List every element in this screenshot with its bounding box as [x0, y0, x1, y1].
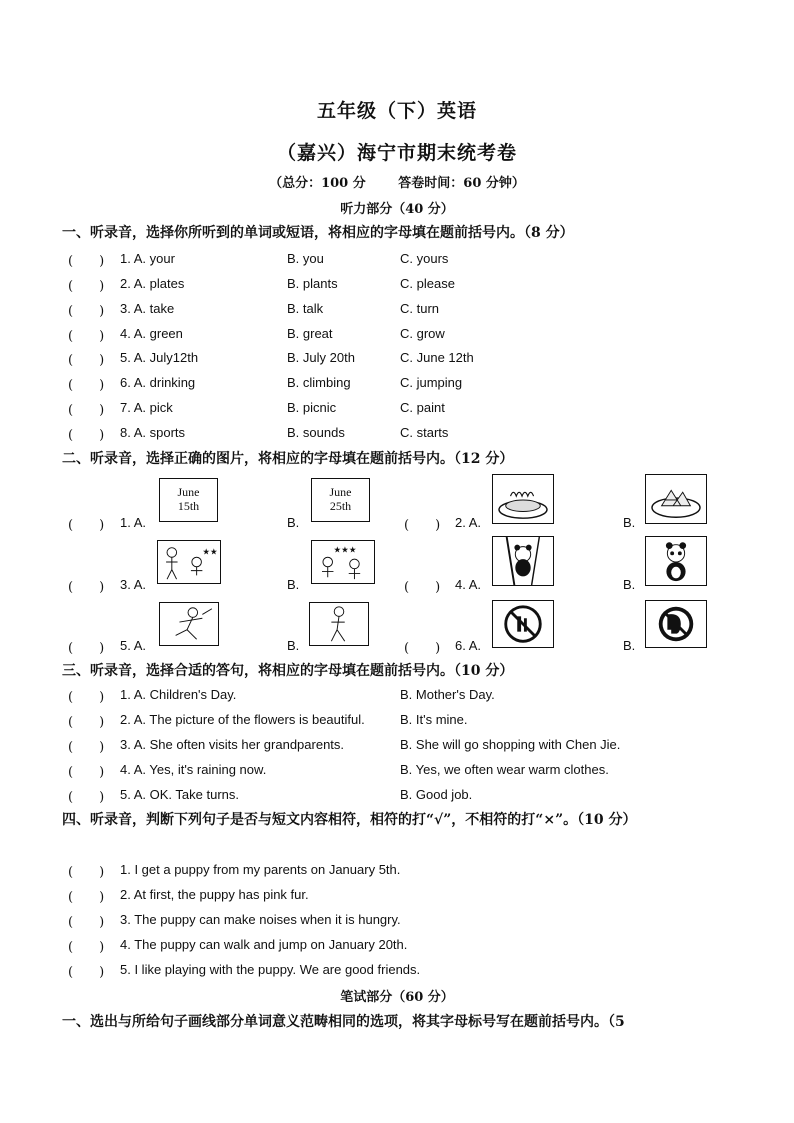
s3-q1-option-a: 1. A. Children's Day. — [120, 687, 237, 702]
answer-blank[interactable]: ( ) — [68, 940, 105, 955]
answer-blank[interactable]: ( ) — [68, 403, 105, 418]
written-part-title: 笔试部分（60 分） — [340, 990, 454, 1005]
panda-eating-image — [645, 536, 707, 586]
s1-q4-option-a: 4. A. green — [120, 326, 183, 341]
calendar-day: 25th — [329, 499, 352, 513]
s2-q5-label-a: 5. A. — [120, 638, 147, 653]
s1-q6-option-a: 6. A. drinking — [120, 375, 196, 390]
answer-blank[interactable]: ( ) — [68, 353, 105, 368]
answer-blank[interactable]: ( ) — [68, 580, 105, 595]
s1-q8-option-a: 8. A. sports — [120, 425, 186, 440]
s2-q4-label-b: B. — [623, 577, 636, 592]
s3-q5-option-b: B. Good job. — [400, 787, 473, 802]
s3-q3-option-b: B. She will go shopping with Chen Jie. — [400, 737, 621, 752]
answer-blank[interactable]: ( ) — [68, 254, 105, 269]
s1-q8-option-b: B. sounds — [287, 425, 345, 440]
answer-blank[interactable]: ( ) — [68, 715, 105, 730]
no-talking-sign-image — [645, 600, 707, 648]
section2-heading: 二、听录音，选择正确的图片，将相应的字母填在题前括号内。（12 分） — [62, 451, 514, 467]
section5-heading: 一、选出与所给句子画线部分单词意义范畴相同的选项，将其字母标号写在题前括号内。（5 — [62, 1014, 625, 1030]
child-jumping-image — [159, 602, 219, 646]
answer-blank[interactable]: ( ) — [68, 304, 105, 319]
s3-q5-option-a: 5. A. OK. Take turns. — [120, 787, 239, 802]
s1-q2-option-a: 2. A. plates — [120, 276, 185, 291]
s1-q6-option-c: C. jumping — [400, 375, 463, 390]
s2-q2-label-a: 2. A. — [455, 515, 482, 530]
kids-celebrating-image — [311, 540, 375, 584]
s1-q1-option-a: 1. A. your — [120, 251, 175, 266]
section3-heading: 三、听录音，选择合适的答句，将相应的字母填在题前括号内。（10 分） — [62, 663, 514, 679]
answer-blank[interactable]: ( ) — [68, 641, 105, 656]
exam-meta — [0, 172, 794, 191]
svg-text:★★★: ★★★ — [333, 545, 357, 556]
s3-q2-option-b: B. It's mine. — [400, 712, 468, 727]
s2-q6-label-a: 6. A. — [455, 638, 482, 653]
page-title: 五年级（下）英语 — [316, 100, 477, 122]
child-running-image — [309, 602, 369, 646]
s2-q3-label-a: 3. A. — [120, 577, 147, 592]
answer-blank[interactable]: ( ) — [68, 890, 105, 905]
s1-q4-option-b: B. great — [287, 326, 333, 341]
s1-q4-option-c: C. grow — [400, 326, 445, 341]
s2-q4-label-a: 4. A. — [455, 577, 482, 592]
answer-blank[interactable]: ( ) — [68, 329, 105, 344]
s1-q3-option-a: 3. A. take — [120, 301, 175, 316]
s1-q7-option-b: B. picnic — [287, 400, 337, 415]
s4-statement-3: 3. The puppy can make noises when it is hungry. — [120, 912, 401, 927]
s1-q5-option-c: C. June 12th — [400, 350, 474, 365]
zongzi-plate-image — [645, 474, 707, 524]
s1-q5-option-b: B. July 20th — [287, 350, 355, 365]
s1-q2-option-b: B. plants — [287, 276, 338, 291]
answer-blank[interactable]: ( ) — [68, 790, 105, 805]
answer-blank[interactable]: ( ) — [404, 641, 441, 656]
s2-q1-label-b: B. — [287, 515, 300, 530]
s2-q5-label-b: B. — [287, 638, 300, 653]
calendar-month: June — [177, 485, 200, 499]
s1-q1-option-b: B. you — [287, 251, 324, 266]
s3-q3-option-a: 3. A. She often visits her grandparents. — [120, 737, 345, 752]
s1-q1-option-c: C. yours — [400, 251, 449, 266]
answer-blank[interactable]: ( ) — [68, 690, 105, 705]
answer-blank[interactable]: ( ) — [404, 518, 441, 533]
s1-q8-option-c: C. starts — [400, 425, 449, 440]
s1-q5-option-a: 5. A. July12th — [120, 350, 199, 365]
calendar-day: 15th — [177, 499, 200, 513]
total-score: （总分：100 分 — [269, 176, 366, 191]
answer-blank[interactable]: ( ) — [68, 865, 105, 880]
s2-q2-label-b: B. — [623, 515, 636, 530]
s2-q3-label-b: B. — [287, 577, 300, 592]
listening-part-title: 听力部分（40 分） — [340, 202, 454, 217]
s1-q3-option-b: B. talk — [287, 301, 324, 316]
section4-heading: 四、听录音，判断下列句子是否与短文内容相符，相符的打“√”，不相符的打“×”。（10 分） — [62, 812, 637, 828]
s4-statement-2: 2. At first, the puppy has pink fur. — [120, 887, 309, 902]
panda-climbing-image — [492, 536, 554, 586]
answer-blank[interactable]: ( ) — [68, 378, 105, 393]
section1-heading: 一、听录音，选择你所听到的单词或短语，将相应的字母填在题前括号内。（8 分） — [62, 225, 574, 241]
s4-statement-4: 4. The puppy can walk and jump on January 20th. — [120, 937, 408, 952]
no-drinking-sign-image — [492, 600, 554, 648]
s1-q3-option-c: C. turn — [400, 301, 440, 316]
answer-blank[interactable]: ( ) — [404, 580, 441, 595]
s3-q1-option-b: B. Mother's Day. — [400, 687, 495, 702]
answer-blank[interactable]: ( ) — [68, 428, 105, 443]
exam-time: 答卷时间：60 分钟） — [398, 176, 525, 191]
page-subtitle: （嘉兴）海宁市期末统考卷 — [276, 142, 517, 164]
s2-q6-label-b: B. — [623, 638, 636, 653]
s2-q1-label-a: 1. A. — [120, 515, 147, 530]
food-plate-image — [492, 474, 554, 524]
s1-q7-option-c: C. paint — [400, 400, 445, 415]
kids-playing-image — [157, 540, 221, 584]
s1-q7-option-a: 7. A. pick — [120, 400, 173, 415]
calendar-june-15th-image — [159, 478, 218, 522]
answer-blank[interactable]: ( ) — [68, 740, 105, 755]
svg-text:★★: ★★ — [202, 547, 218, 558]
s4-statement-1: 1. I get a puppy from my parents on January 5th. — [120, 862, 401, 877]
answer-blank[interactable]: ( ) — [68, 518, 105, 533]
s3-q4-option-a: 4. A. Yes, it's raining now. — [120, 762, 267, 777]
s4-statement-5: 5. I like playing with the puppy. We are good friends. — [120, 962, 421, 977]
s3-q4-option-b: B. Yes, we often wear warm clothes. — [400, 762, 609, 777]
calendar-month: June — [329, 485, 352, 499]
answer-blank[interactable]: ( ) — [68, 965, 105, 980]
answer-blank[interactable]: ( ) — [68, 279, 105, 294]
s1-q2-option-c: C. please — [400, 276, 455, 291]
answer-blank[interactable]: ( ) — [68, 765, 105, 780]
answer-blank[interactable]: ( ) — [68, 915, 105, 930]
s1-q6-option-b: B. climbing — [287, 375, 351, 390]
s3-q2-option-a: 2. A. The picture of the flowers is beautiful. — [120, 712, 365, 727]
calendar-june-25th-image — [311, 478, 370, 522]
